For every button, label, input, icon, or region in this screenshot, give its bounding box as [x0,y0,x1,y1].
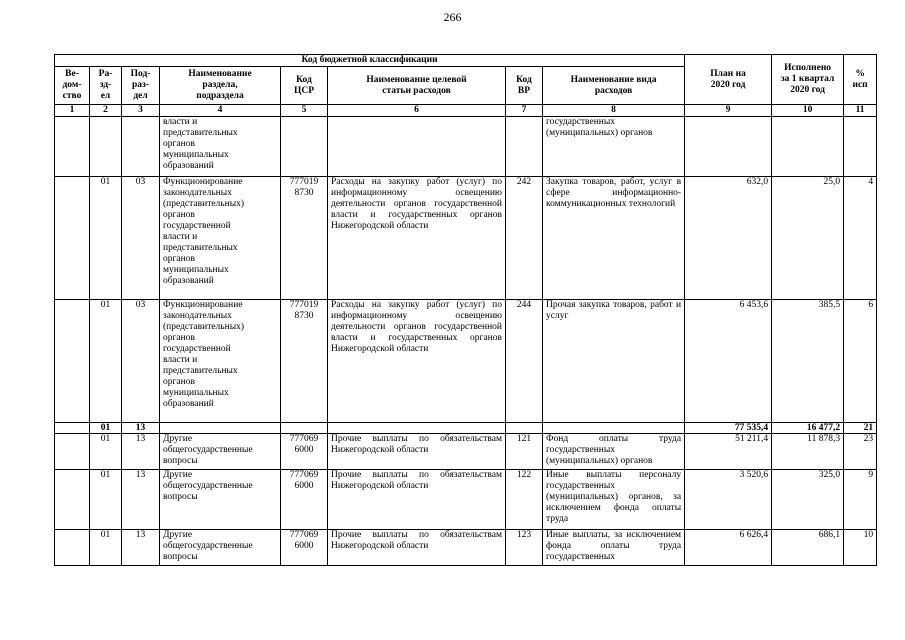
cell-plan: 6 626,4 [685,530,772,566]
cell-razd [90,117,122,177]
cell-podrazd: 13 [122,423,160,434]
cell-razd: 01 [90,423,122,434]
cell-vr-name: Прочая закупка товаров, работ и услуг [543,300,685,423]
cell-ved [55,300,90,423]
cell-podrazd: 13 [122,434,160,470]
col-number: 2 [90,105,122,117]
cell-ved [55,117,90,177]
cell-csr: 777069 6000 [281,530,328,566]
table-row [55,530,877,566]
cell-pct: 23 [844,434,877,470]
table-row [55,470,877,530]
cell-done: 325,0 [772,470,844,530]
cell-done: 11 878,3 [772,434,844,470]
col-number: 5 [281,105,328,117]
cell-target: Прочие выплаты по обязательствам Нижегородской области [328,530,506,566]
cell-ved [55,470,90,530]
cell-target [328,423,506,434]
table-total-row [55,423,877,434]
cell-name: Другие общегосударственные вопросы [160,434,281,470]
cell-plan: 6 453,6 [685,300,772,423]
cell-ved [55,177,90,300]
cell-name: Функционирование законодательных (представительных) органов государственной власти и представительных органов муниципальных образований [160,300,281,423]
cell-name [160,423,281,434]
cell-vr: 244 [506,300,543,423]
cell-target: Расходы на закупку работ (услуг) по информационному освещению деятельности органов государственной власти и государственных органов Нижегородской области [328,177,506,300]
cell-razd: 01 [90,530,122,566]
cell-done: 686,1 [772,530,844,566]
col-number: 6 [328,105,506,117]
cell-pct [844,117,877,177]
cell-name: Другие общегосударственные вопросы [160,470,281,530]
col-header-razd: Ра- зд- ел [90,67,122,105]
cell-vr: 122 [506,470,543,530]
cell-plan: 51 211,4 [685,434,772,470]
cell-podrazd: 03 [122,300,160,423]
cell-name: Другие общегосударственные вопросы [160,530,281,566]
cell-vr-name: Закупка товаров, работ, услуг в сфере информационно-коммуникационных технологий [543,177,685,300]
cell-target [328,117,506,177]
cell-csr: 777069 6000 [281,434,328,470]
cell-ved [55,530,90,566]
col-header-ved: Ве- дом- ство [55,67,90,105]
col-number: 8 [543,105,685,117]
cell-csr: 777019 8730 [281,300,328,423]
cell-done: 25,0 [772,177,844,300]
cell-target: Расходы на закупку работ (услуг) по информационному освещению деятельности органов государственной власти и государственных органов Нижегородской области [328,300,506,423]
cell-vr-name: Фонд оплаты труда государственных (муниципальных) органов [543,434,685,470]
cell-pct: 10 [844,530,877,566]
cell-plan: 632,0 [685,177,772,300]
col-header-name: Наименование раздела, подраздела [160,67,281,105]
cell-podrazd: 13 [122,530,160,566]
cell-vr-name: Иные выплаты персоналу государственных (муниципальных) органов, за исключением фонда оплаты труда [543,470,685,530]
cell-name: Функционирование законодательных (представительных) органов государственной власти и представительных органов муниципальных образований [160,177,281,300]
cell-done: 385,5 [772,300,844,423]
table-row [55,300,877,423]
cell-vr [506,117,543,177]
cell-csr [281,423,328,434]
col-number: 11 [844,105,877,117]
cell-csr [281,117,328,177]
cell-podrazd: 03 [122,177,160,300]
cell-done: 16 477,2 [772,423,844,434]
cell-ved [55,434,90,470]
cell-vr [506,423,543,434]
cell-target: Прочие выплаты по обязательствам Нижегородской области [328,434,506,470]
cell-pct: 4 [844,177,877,300]
cell-pct: 9 [844,470,877,530]
col-header-vr: Код ВР [506,67,543,105]
cell-razd: 01 [90,177,122,300]
col-header-target: Наименование целевой статьи расходов [328,67,506,105]
cell-vr: 123 [506,530,543,566]
cell-plan [685,117,772,177]
cell-pct: 21 [844,423,877,434]
budget-table [54,54,877,566]
cell-vr: 242 [506,177,543,300]
col-number: 10 [772,105,844,117]
cell-razd: 01 [90,470,122,530]
cell-pct: 6 [844,300,877,423]
budget-classification-header: Код бюджетной классификации [55,55,685,67]
col-number: 4 [160,105,281,117]
table-row [55,434,877,470]
col-header-vr-name: Наименование вида расходов [543,67,685,105]
cell-csr: 777019 8730 [281,177,328,300]
cell-name: власти и представительных органов муниципальных образований [160,117,281,177]
page-number: 266 [443,10,462,24]
cell-podrazd [122,117,160,177]
cell-plan: 3 520,6 [685,470,772,530]
col-number: 1 [55,105,90,117]
col-number: 3 [122,105,160,117]
table-row [55,177,877,300]
col-header-csr: Код ЦСР [281,67,328,105]
col-header-plan: План на 2020 год [685,55,772,105]
cell-vr: 121 [506,434,543,470]
cell-ved [55,423,90,434]
col-number: 7 [506,105,543,117]
cell-target: Прочие выплаты по обязательствам Нижегородской области [328,470,506,530]
cell-razd: 01 [90,300,122,423]
cell-plan: 77 535,4 [685,423,772,434]
col-header-done: Исполнено за 1 квартал 2020 год [772,55,844,105]
cell-done [772,117,844,177]
cell-vr-name: государственных (муниципальных) органов [543,117,685,177]
cell-vr-name: Иные выплаты, за исключением фонда оплаты труда государственных [543,530,685,566]
cell-podrazd: 13 [122,470,160,530]
cell-csr: 777069 6000 [281,470,328,530]
cell-vr-name [543,423,685,434]
col-header-pct: % исп [844,55,877,105]
col-header-podrazd: Под- раз- дел [122,67,160,105]
cell-razd: 01 [90,434,122,470]
table-row [55,117,877,177]
col-number: 9 [685,105,772,117]
